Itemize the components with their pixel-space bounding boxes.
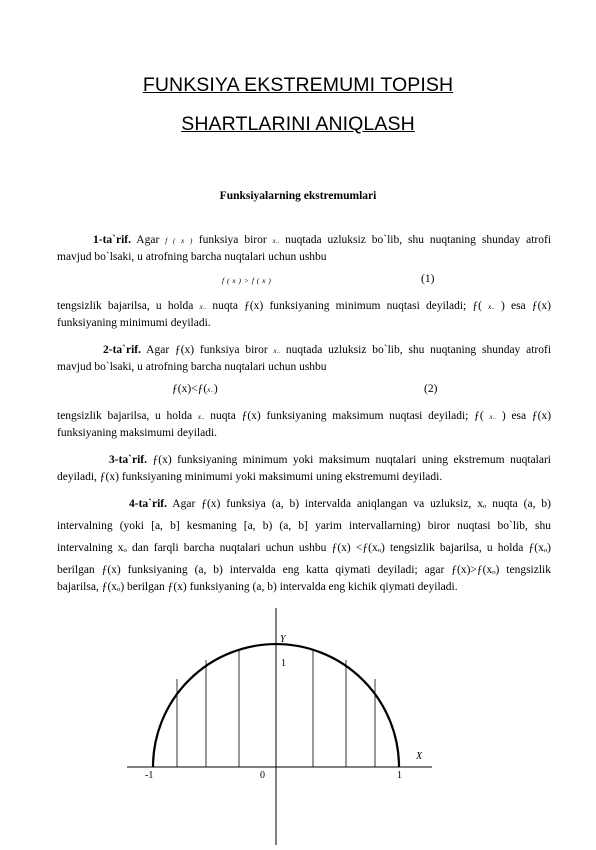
def2-line-4: funksiyaning maksimumi deyiladi. xyxy=(57,427,218,439)
semicircle-graph xyxy=(0,600,596,850)
def2-line-3: tengsizlik bajarilsa, u holda x.. nuqta ƒ(x) funksiyaning maksimum nuqtasi deyiladi; ƒ( x.. ) esa ƒ(x) xyxy=(57,410,552,422)
def2-formula: ƒ(x)<ƒ(x..) xyxy=(172,383,218,395)
def1-equation-number: (1) xyxy=(421,273,435,285)
def4-line-5: bajarilsa, ƒ(xₒ) berilgan ƒ(x) funksiyaning (a, b) intervalda eng kichik qiymati deyiladi. xyxy=(57,581,458,593)
def1-label: 1-ta`rif. xyxy=(93,234,131,246)
def3-line-2: deyiladi, ƒ(x) funksiyaning minimumi yoki maksimumi uning ekstremumi deyiladi. xyxy=(57,471,443,483)
def4-line-3: intervalning xₒ dan farqli barcha nuqtalari uchun ushbu ƒ(x) <ƒ(xₒ) tengsizlik bajarilsa, u holda ƒ(xₒ) xyxy=(57,542,551,554)
def1-formula: f ( x ) > f ( x ) xyxy=(222,276,272,285)
x-tick-1: 1 xyxy=(397,770,402,781)
def2-label: 2-ta`rif. xyxy=(103,344,141,356)
def4-label: 4-ta`rif. xyxy=(129,498,167,510)
def4-line-1: 4-ta`rif. Agar ƒ(x) funksiya (a, b) intervalda aniqlangan va uzluksiz, xₒ nuqta (a, b) xyxy=(129,498,551,510)
y-tick-1: 1 xyxy=(281,658,286,669)
title-line-1: FUNKSIYA EKSTREMUMI TOPISH xyxy=(142,74,454,96)
origin-label: 0 xyxy=(260,770,265,781)
def3-line-1: 3-ta`rif. ƒ(x) funksiyaning minimum yoki maksimum nuqtalari uning ekstremum nuqtalari xyxy=(109,454,552,466)
def3-label: 3-ta`rif. xyxy=(109,454,147,466)
section-subtitle: Funksiyalarning ekstremumlari xyxy=(219,190,377,202)
def1-line-4: funksiyaning minimumi deyiladi. xyxy=(57,317,211,329)
title-line-2: SHARTLARINI ANIQLASH xyxy=(181,113,415,135)
def1-line-1: 1-ta`rif. Agar f ( x ) funksiya biror x.. nuqtada uzluksiz bo`lib, shu nuqtaning shunday atrofi xyxy=(93,234,552,246)
def4-line-2: intervalning (yoki [a, b] kesmaning [a, b) (a, b] yarim intervallarning) biror nuqtasi bo`lib, shu xyxy=(57,520,551,532)
def1-line-2: mavjud bo`lsaki, u atrofning barcha nuqtalari uchun ushbu xyxy=(57,251,327,263)
def2-line-1: 2-ta`rif. Agar ƒ(x) funksiya biror x.. nuqtada uzluksiz bo`lib, shu nuqtaning shunday atrofi xyxy=(103,344,552,356)
def2-line-2: mavjud bo`lsaki, u atrofning barcha nuqtalari uchun ushbu xyxy=(57,361,327,373)
y-axis-label: Y xyxy=(280,634,286,645)
def4-line-4: berilgan ƒ(x) funksiyaning (a, b) intervalda eng katta qiymati deyiladi; agar ƒ(x)>ƒ(xₒ) tengsizlik xyxy=(57,564,551,576)
def1-line-3: tengsizlik bajarilsa, u holda x.. nuqta ƒ(x) funksiyaning minimum nuqtasi deyiladi; ƒ( x.. ) esa ƒ(x) xyxy=(57,300,552,312)
def2-equation-number: (2) xyxy=(424,383,438,395)
x-tick-neg-1: -1 xyxy=(145,770,154,781)
x-axis-label: X xyxy=(416,751,423,762)
